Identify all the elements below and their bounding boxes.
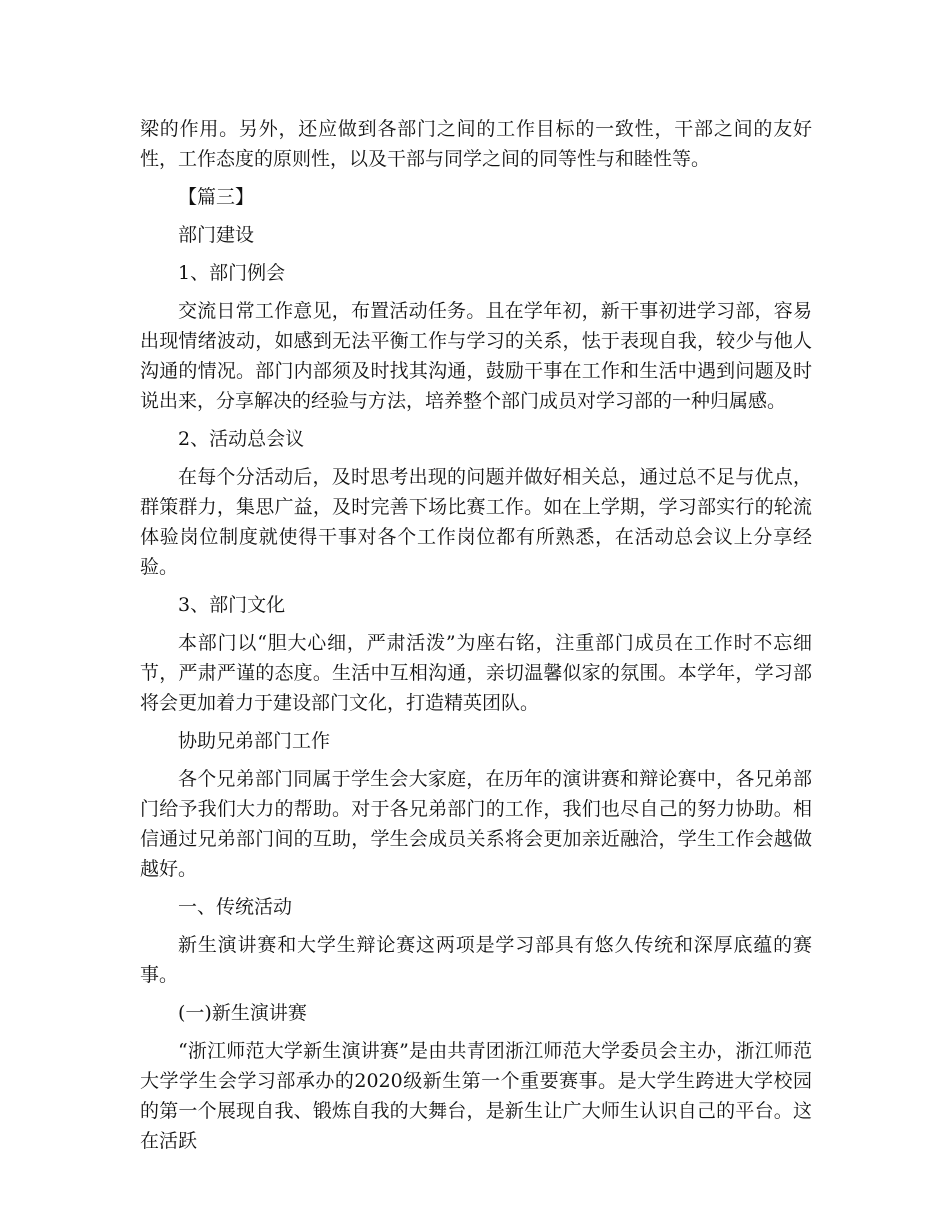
paragraph-traditional-activities: 新生演讲赛和大学生辩论赛这两项是学习部具有悠久传统和深厚底蕴的赛事。: [140, 934, 812, 986]
heading-activity-summary-meeting: 2、活动总会议: [178, 428, 305, 450]
paragraph-activity-summary-meeting: 在每个分活动后，及时思考出现的问题并做好相关总，通过总不足与优点，群策群力，集思广益，及时完善下场比赛工作。如在上学期，学习部实行的轮流体验岗位制度就使得干事对各个工作岗位都有所熟悉，在活动总会议上分享经验。: [140, 466, 812, 578]
paragraph-department-meeting: 交流日常工作意见，布置活动任务。且在学年初，新干事初进学习部，容易出现情绪波动，如感到无法平衡工作与学习的关系，怯于表现自我，较少与他人沟通的情况。部门内部须及时找其沟通，鼓励干事在工作和生活中遇到问题及时说出来，分享解决的经验与方法，培养整个部门成员对学习部的一种归属感。: [140, 300, 812, 412]
heading-assist-brother-departments: 协助兄弟部门工作: [178, 730, 331, 752]
document-body: [140, 114, 812, 1164]
heading-department-culture: 3、部门文化: [178, 594, 286, 616]
paragraph-freshman-speech-contest: “浙江师范大学新生演讲赛”是由共青团浙江师范大学委员会主办，浙江师范大学学生会学习部承办的2020级新生第一个重要赛事。是大学生跨进大学校园的第一个展现自我、锻炼自我的大舞台，是新生让广大师生认识自己的平台。这在活跃: [140, 1040, 812, 1152]
heading-department-building: 部门建设: [178, 224, 255, 246]
section-heading-part-three: 【篇三】: [178, 186, 255, 208]
paragraph-assist-brother-departments: 各个兄弟部门同属于学生会大家庭，在历年的演讲赛和辩论赛中，各兄弟部门给予我们大力的帮助。对于各兄弟部门的工作，我们也尽自己的努力协助。相信通过兄弟部门间的互助，学生会成员关系将会更加亲近融洽，学生工作会越做越好。: [140, 768, 812, 880]
paragraph-continued: 梁的作用。另外，还应做到各部门之间的工作目标的一致性，干部之间的友好性，工作态度的原则性，以及干部与同学之间的同等性与和睦性等。: [140, 118, 812, 170]
heading-freshman-speech-contest: (一)新生演讲赛: [178, 1002, 307, 1024]
heading-department-meeting: 1、部门例会: [178, 262, 286, 284]
heading-traditional-activities: 一、传统活动: [178, 896, 293, 918]
paragraph-department-culture: 本部门以“胆大心细，严肃活泼”为座右铭，注重部门成员在工作时不忘细节，严肃严谨的态度。生活中互相沟通，亲切温馨似家的氛围。本学年，学习部将会更加着力于建设部门文化，打造精英团队。: [140, 632, 812, 714]
